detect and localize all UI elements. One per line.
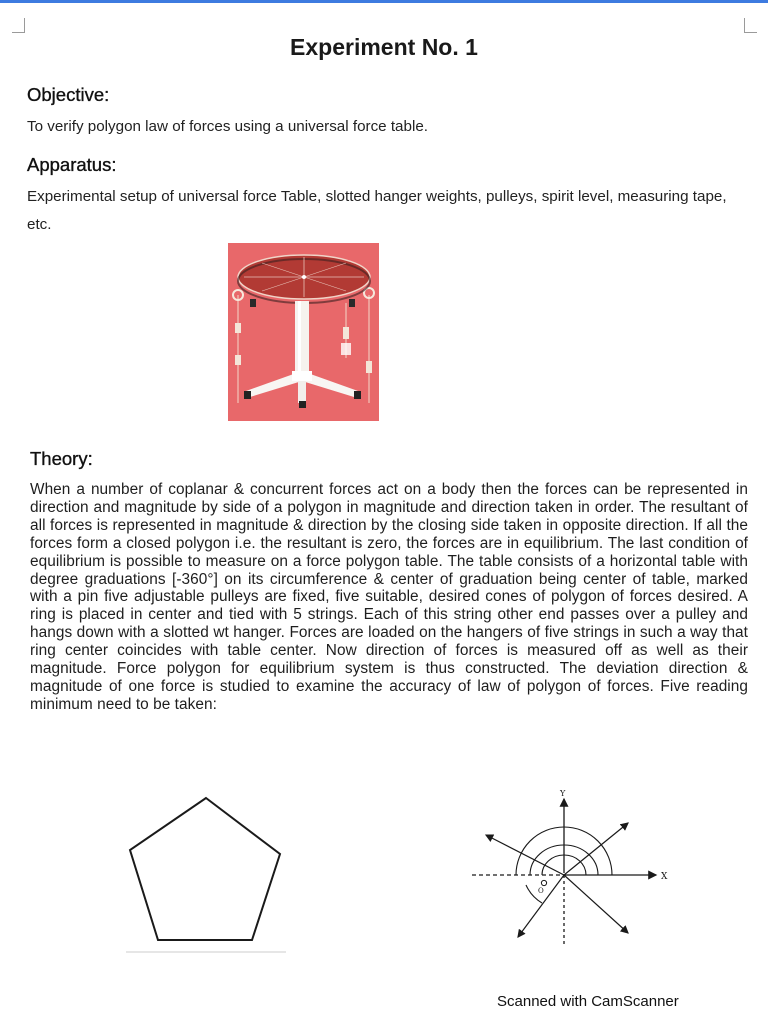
force-vector-2 [486,835,564,875]
x-axis-label: X [661,872,668,882]
hanger-left-2 [235,355,241,365]
pentagon-diagram [120,790,290,956]
force-vector-4 [564,875,628,933]
hanger-mid-1 [343,327,349,339]
origin-label: O [538,887,544,895]
hanger-left-1 [235,323,241,333]
hanger-right-1 [366,361,372,373]
corner-crop-mark-left [12,18,25,33]
scanner-watermark: Scanned with CamScanner [497,993,679,1010]
page-title: Experiment No. 1 [290,34,478,60]
force-vector-3 [518,875,564,937]
pentagon-shape [130,798,280,940]
force-vector-diagram [468,785,678,950]
apparatus-heading: Apparatus: [27,154,117,175]
objective-text: To verify polygon law of forces using a universal force table. [27,118,428,135]
objective-heading: Objective: [27,84,110,105]
force-vector-1 [564,823,628,875]
origin-marker [541,880,546,885]
theory-text: When a number of coplanar & concurrent forces act on a body then the forces can be represented in direction and magnitude by side of a polygon in magnitude and direction taken in order. The resultant of all forces is represented in magnitude & direction by the closing side taken in opposite direction. If all the forces form a closed polygon i.e. the resultant is zero, the forces are in equilibrium. The last condition of equilibrium is possible to measure on a force polygon table. The table consists of a horizontal table with degree graduations [-360°] on its circumference & center of graduation being center of table, marked with a pin five adjustable pulleys are fixed, five suitable, desired cones of polygon of forces desired. A ring is placed in center and tied with 5 strings. Each of this string other end passes over a pulley and hangs down with a slotted wt hanger. Forces are loaded on the hangers of five strings in such a way that ring center coincides with table center. Now direction of forces is measured off as well as their magnitude. Force polygon for equilibrium system is thus constructed. The deviation direction & magnitude of one force is studied to examine the accuracy of law of polygon of forces. Five reading minimum need to be taken: [30,481,748,713]
y-axis-label: Y [560,789,566,798]
force-table-photo [228,243,379,421]
corner-crop-mark-right [744,18,757,33]
apparatus-text: Experimental setup of universal force Table, slotted hanger weights, pulleys, spirit level, measuring tape, etc. [27,188,727,233]
hanger-mid-2 [341,343,351,355]
top-accent-bar [0,0,768,3]
theory-heading: Theory: [30,448,93,469]
table-column [295,301,309,371]
